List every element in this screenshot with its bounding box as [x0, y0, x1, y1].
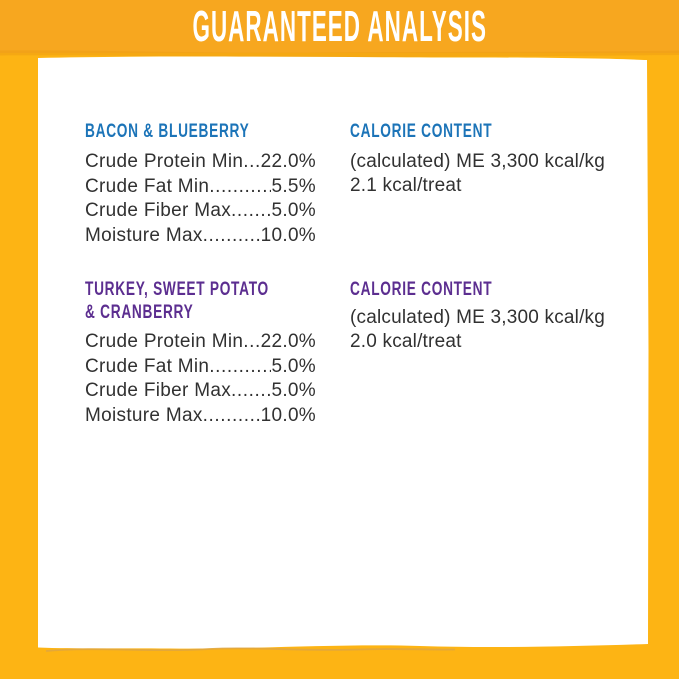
analysis-value: 22.0% — [260, 151, 316, 172]
table-row — [85, 224, 316, 249]
dot-leader — [231, 199, 271, 224]
dot-leader — [209, 355, 271, 380]
table-row — [85, 379, 316, 404]
table-row — [85, 330, 316, 355]
analysis-label: Moisture Max — [85, 224, 203, 246]
analysis-label: Crude Fiber Max — [85, 200, 231, 221]
flavor-name-line: & CRANBERRY — [85, 302, 194, 323]
page-title: GUARANTEED ANALYSIS — [192, 2, 487, 51]
analysis-value: 5.0% — [271, 200, 316, 221]
calorie-per-treat-line: 2.1 kcal/treat — [350, 175, 462, 196]
flavor-name-line: BACON & BLUEBERRY — [85, 121, 250, 142]
table-row — [85, 404, 316, 429]
analysis-value: 10.0% — [260, 224, 316, 246]
flavor-name-line: TURKEY, SWEET POTATO — [85, 279, 269, 300]
dot-leader — [243, 330, 260, 355]
calorie-heading-turkey-sweet-potato-cranberry — [350, 279, 492, 301]
table-row — [85, 199, 316, 224]
analysis-value: 22.0% — [260, 331, 316, 352]
analysis-table-bacon-blueberry — [85, 150, 316, 248]
analysis-value: 10.0% — [260, 404, 316, 426]
dot-leader — [231, 379, 271, 404]
analysis-label: Crude Fiber Max — [85, 380, 231, 401]
flavor-heading-turkey-sweet-potato-cranberry — [85, 278, 269, 324]
analysis-label: Crude Fat Min — [85, 175, 210, 197]
analysis-label: Crude Protein Min — [85, 331, 244, 352]
calorie-heading-bacon-blueberry — [350, 121, 492, 143]
analysis-value: 5.5% — [271, 175, 316, 197]
table-row — [85, 175, 316, 200]
table-row — [85, 355, 316, 380]
analysis-value: 5.0% — [271, 355, 316, 377]
analysis-label: Crude Fat Min — [85, 355, 210, 377]
analysis-value: 5.0% — [271, 380, 316, 401]
calorie-per-treat-line: 2.0 kcal/treat — [350, 331, 462, 352]
dot-leader — [203, 404, 261, 429]
flavor-heading-bacon-blueberry — [85, 121, 249, 143]
analysis-label: Moisture Max — [85, 404, 203, 426]
calorie-heading-text: CALORIE CONTENT — [350, 121, 493, 142]
dot-leader — [209, 175, 271, 200]
dot-leader — [243, 150, 260, 175]
calorie-heading-text: CALORIE CONTENT — [350, 279, 493, 300]
title-band — [0, 0, 679, 53]
table-row — [85, 150, 316, 175]
analysis-table-turkey-sweet-potato-cranberry — [85, 330, 316, 428]
calorie-calculated-line: (calculated) ME 3,300 kcal/kg — [350, 151, 606, 172]
analysis-label: Crude Protein Min — [85, 151, 244, 172]
calorie-calculated-line: (calculated) ME 3,300 kcal/kg — [350, 307, 606, 328]
dot-leader — [203, 224, 261, 249]
